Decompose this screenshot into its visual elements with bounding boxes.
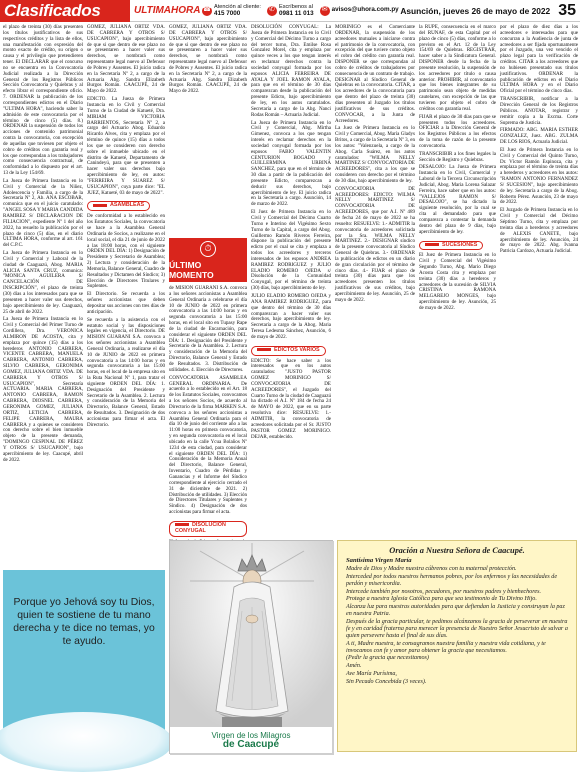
ultimo-momento-label: ÚLTIMO MOMENTO xyxy=(169,259,214,280)
notice-text: GOMEZ, JULIANA ORTIZ VDA. DE CABRERA Y OTROS S/ USUCAPION", bajo apercibimiento de que si que dentro de ese plazo no se presentaren a hacer valer sus derechos, se nombrará como representante legal nuevo al Defensor de Pobres y Ausentes. El juicio radica en la Secretaría Nº 2, a cargo de la Actuaria Abg. Sandra Elizabeth Burgos Román. CAACUPÉ, 24 de Mayo de 2022. xyxy=(169,24,247,95)
contact-phone-value: 415 7000 xyxy=(214,9,241,17)
notice-text: CONVOCATORIA DE ACREEDORES: EDICTO: WILMA NELLY MARTINEZ S/ CONVOCATORIA DE ACREEDORES, que por A.I. Nº 489 de fecha 24 de mayo de 2022 se ha resuelto: RESUELVE: 1.- ADMITIR la convocatoria de acreedores solicitada por la Sra. WILMA NELLY MARTINEZ. 2.- DESIGNAR síndico de la presente convocatoria al Síndico General de Quiebras. 3.- ORDENAR la publicación de edictos en un diario de gran circulación por el término de cinco días. 4.- FIJAR el plazo de treinta (30) días para que los acreedores presenten los títulos justificativos de sus créditos, bajo apercibimiento de ley. Asunción, 25 de mayo de 2022. xyxy=(335,185,415,303)
notice-column-4 xyxy=(251,25,331,555)
section-tag-asambleas xyxy=(87,201,150,211)
contact-phone-label: Atención al cliente: xyxy=(214,4,261,11)
page-header xyxy=(0,0,580,22)
section-tag-sucesiones xyxy=(419,241,483,251)
section-title: Clasificados xyxy=(4,0,101,20)
prayer-line: Después de la gracia particular, te pedimos alcánzanos la gracia de perseverar en nuestra fe y en caridad fraterna para merecer la presencia de Nuestro Señor Jesucristo de salvar a quien persevere hasta el final de sus días. xyxy=(346,618,568,639)
whatsapp-icon: ✆ xyxy=(267,6,277,16)
notice-text: La Jueza de Primera Instancia en lo Civil y Comercial de la Niñez, Adolescencia y Familia, a cargo de la Secretaría Nº 2, Ab. ANA ESCOBAR, comunica que en el juicio caratulado: "ANGEL SOSA Y MARIA CANDIDA RAMIREZ S/ DECLARACION DE FILIACION", expediente Nº 1 del año 2022, ha resuelto la publicación por el plazo de cinco (5) días, en el diario ULTIMA HORA, conforme al art. 161 del C.P.C. xyxy=(3,177,83,249)
statue-caption-line2: de Caacupé xyxy=(222,739,280,750)
statue-caption-line1: Virgen de los Milagros xyxy=(211,731,291,740)
ultimo-momento-box xyxy=(169,238,247,282)
scripture-ad xyxy=(3,570,165,752)
notice-column-1 xyxy=(3,25,83,565)
notice-text: FIJAR el plazo de 30 días para que se presenten todos los acreedores. OFICIAR a la Dirección General de los Registros Públicos a los efectos de la toma de razón de la presente convocatoria. xyxy=(419,113,496,149)
notice-text: El Juez de Primera Instancia en lo Civil y Comercial del Vigésimo Segundo Turno, Abg. Mario Diego Acosta Costa cita y emplaza por treinta (30) días a herederos y acreedores de la sucesión de SILVIA CRISTINA RAMONA MELGAREJO MONGES, bajo apercibimiento de ley. Asunción, 25 de mayo de 2022. xyxy=(419,252,496,311)
notice-text: TRANSCRIBIR, notificar a la Dirección General de los Registros Públicos. ANOTAR, registrar y remitir copia a la Excma. Corte Suprema de Justicia. xyxy=(500,96,578,126)
tag-label: DISOLUCIÓN CONYUGAL xyxy=(175,521,226,534)
phone-icon: ☎ xyxy=(202,6,212,16)
newspaper-logo: ULTIMAHORA xyxy=(134,5,201,16)
notice-text: FIRMADO: ABG. MARIA ESTHER GONZALEZ, Juez. ABG. ZULMA DE LOS RIOS, Actuaria Judicial. xyxy=(500,127,578,146)
tag-bar xyxy=(425,243,439,246)
tag-bar xyxy=(93,204,107,207)
notice-text: por el plazo de diez días a los acreedores e interesados para que concurran a la Audiencia de junta de acreedores a ser fijada oportunamente por el Juzgado, una vez vencido el plazo legal para la verificación de créditos. CITAR a los acreedores que no hubiesen presentado sus títulos justificativos. ORDENAR la publicación de edictos en el Diario ULTIMA HORA y en el Diario Oficial por el término de cinco días. xyxy=(500,24,578,95)
statue-caption xyxy=(170,727,332,753)
section-tag-disolucion xyxy=(169,521,247,537)
notice-column-5 xyxy=(335,25,415,555)
tag-label: SUCESIONES xyxy=(442,241,478,248)
tag-label: EDICTOS VARIOS xyxy=(274,346,320,353)
virgin-statue-image xyxy=(169,540,333,754)
section-banner xyxy=(0,0,130,22)
notice-text: Se recuerda a la asistencia con el estatuto social y las disposiciones legales en vigencia, el Directorio. DE MISION GUARANI S.A. convoca a los señores accionistas a Asamblea General Ordinaria, a realizarse el día 10 de JUNIO de 2022 en primera convocatoria a las 14:00 horas y en segunda convocatoria a las 15:00 horas, en el local de la empresa sito en la Ruta Nacional Nº 1, para tratar el siguiente ORDEN DEL DÍA: 1. Designación del Presidente y Secretario de la Asamblea. 2. Lectura y consideración de la Memoria del Directorio, Balance General, Estado de Resultados. 3. Designación de dos accionistas para firmar el acta. El Directorio. xyxy=(87,316,165,428)
notice-text: El Juzgado de Primera Instancia en lo Civil y Comercial del Décimo Séptimo Turno, cita y emplaza por treinta días a herederos y acreedores de ALEXIS CANETE, bajo apercibimiento de ley. Asunción, 24 de mayo de 2022. Abg. Ivanna Patricia Cardozo, Actuaria Judicial. xyxy=(500,207,578,255)
contact-whatsapp xyxy=(267,4,314,16)
prayer-line: Protege a nuestra Iglesia Católica para que sea testimonio de Tu Divino Hijo. xyxy=(346,596,537,603)
notice-text: DISOLUCIÓN CONYUGAL: La Jueza de Primera Instancia en lo Civil y Comercial del Décimo Turno a cargo del tercer turno, Dra. Emilse Rosa Gonzalez Morel, cita y emplaza por quince veces a los que tengan interés en reclamar derechos contra la sociedad conyugal formada por los esposos ALICIA FERREIRA DE AYALA Y JOEL RAMON AYALA, para que en el término de 30 días comparezcan desde la publicación del presente Edicto, bajo apercibimiento de ley, en los autos caratulados. Secretaría a cargo de la Abg. Nanci Rodas Román – Actuaria Judicial. xyxy=(251,24,331,118)
prayer-line: A ti, Madre nuestra, te consagramos nuestra familia y nuestra vida cotidiana, y te invocamos con fe y amor para obtener la gracia que necesitamos. xyxy=(346,640,546,654)
notice-column-3-lower xyxy=(169,286,247,536)
notice-text: MORINIGO es el Comerciante ORDENAR, la suspensión de los acreedores mutuales a iniciarse contra el patrimonio de la convocatoria, con excepción del que tuviere como objeto el cobro del crédito con garantía real. DISPONER se que correspondan al cobro de créditos de trabajadores por consecuencia de un contrato de trabajo. DESIGNAR al Síndico General de Quiebras en la convocatoria. CITAR, a los acreedores de la convocatoria para que dentro del plazo de treinta (30) días presenten al Juzgado los títulos justificativos de sus créditos. CONVOCAR, a la Junta de Acreedores. xyxy=(335,24,415,124)
section-tag-edictos xyxy=(251,346,326,356)
tag-bar xyxy=(257,348,271,351)
prayer-line: Alcanza luz para nuestras autoridades para que defiendan la Justicia y construyan la paz en nuestra Patria. xyxy=(346,604,565,618)
prayer-line: Intercede también por nosotros, pecadores, por nuestros padres y bienhechores. xyxy=(346,588,541,595)
notice-column-2 xyxy=(87,25,165,565)
notice-column-3 xyxy=(169,25,247,235)
statue-illustration xyxy=(170,541,334,755)
prayer-line: Sin Pecado Concebida (3 veces). xyxy=(346,678,427,685)
contact-whatsapp-label: Escríbenos al xyxy=(278,4,313,11)
issue-date: Asunción, jueves 26 de mayo de 2022 xyxy=(400,5,551,16)
notice-column-7 xyxy=(500,25,578,555)
prayer-box xyxy=(337,540,577,752)
cloud-graphic xyxy=(0,712,173,772)
notice-text: La Jueza de Primera Instancia en lo Civil y Comercial y Laboral de la ciudad de Caaguazú, Abog. MARIA ALICIA SANTA CRUZ, comunica: "MONICA AGUILERA S/ CANCELACIÓN DE INSCRIPCIÓN", el plazo de treinta (30) días a los interesados para que se presenten a hacer valer sus derechos, bajo apercibimiento de ley. Caaguazú, 25 de abril de 2022. xyxy=(3,250,83,315)
page-number: 35 xyxy=(558,1,576,19)
clock-icon: ⏱ xyxy=(200,241,216,257)
prayer-line: Ave María Purísima, xyxy=(346,670,397,677)
prayer-line: Interceded por todos nuestros hermanos pobres, por los enfermos y las necesidades de perdón y misericordia. xyxy=(346,573,558,587)
notice-text: CONVOCATORIA ASAMBLEA GENERAL ORDINARIA. De acuerdo a lo establecido en el Art. 18 de los Estatutos Sociales, convocamos a los señores Socios, de acuerdo al Directorio de la firma MARKEN S.A. convoca a los señores accionistas a Asamblea General Ordinaria para el día 10 de junio del corriente año a las 11:00 horas en primera convocatoria, y en segunda convocatoria en el local ubicado en la calle Ycua Bolaños Nº 1234 de esta ciudad, para considerar el siguiente ORDEN DEL DÍA: 1) Consideración de la Memoria Anual del Directorio, Balance General, Inventario, Cuadro de Pérdidas y Ganancias y el Informe del Síndico correspondiente al ejercicio cerrado el 31 de diciembre de 2021. 2) Distribución de utilidades. 3) Elección de Directores Titulares y Suplentes y Síndico. 4) Designación de dos accionistas para firmar el acta. xyxy=(169,374,247,516)
mail-icon: ✉ xyxy=(320,6,330,16)
notice-text: JULIO ELADIO ROMERO OJEDA y ANA RAMIREZ RODRIGUEZ, para que dentro del término de 30 días comparezcan a hacer valer sus derechos, bajo apercibimiento de ley. Secretaría a cargo de la Abog. Maria Teresa Ledesma Sánchez, Asunción, 6 de mayo de 2022. xyxy=(251,292,331,340)
notice-text: GOMEZ, JULIANA ORTIZ VDA. DE CABRERA Y OTROS S/ USUCAPION", bajo apercibimiento de que si que dentro de ese plazo no se presentaren a hacer valer sus derechos, se nombrará como representante legal nuevo al Defensor de Pobres y Ausentes. El juicio radica en la Secretaría Nº 2, a cargo de la Actuaria Abg. Sandra Elizabeth Burgos Román. CAACUPÉ, 24 de Mayo de 2022. xyxy=(87,24,165,95)
notice-text: El Juez de Primera Instancia en lo Civil y Comercial del Décimo Cuarto Turno e Interino del Vigésimo Sexto Turno de la Capital, a cargo del Abog. Guillermo Ramón Riveros Ferreira, dispone la publicación del presente edicto por el cual se cita y emplaza a todos los acreedores y terceros interesados de los esposos ANDREA RAMIREZ RODRIGUEZ y JULIO ELADIO ROMERO OJEDA s/ Disolución de la Comunidad Conyugal, por el término de treinta (30) días, bajo apercibimiento de ley. xyxy=(251,209,331,292)
prayer-line: (Pedir la gracia que necesitamos) xyxy=(346,655,429,662)
prayer-line: Madre de Dios y Madre nuestra cúbrenos con tu maternal protección. xyxy=(346,566,517,573)
notice-text: EDICTO: Se hace saber a los interesados que en los autos caratulados: "JUSTO PASTOR GOMEZ MORINIGO S/ CONVOCATORIA DE ACREEDORES", el Juzgado del Cuarto Turno de la ciudad de Caaguazú ha dictado el A.I. Nº 184 de fecha 24 de MAYO de 2022, que en su parte resolutiva dice: RESUELVE: 1.- ADMITIR, la convocatoria de acreedores solicitada por el Sr. JUSTO PASTOR GOMEZ MORINIGO. DEJAR, establecido. xyxy=(251,357,331,440)
notice-text: La Jueza de Primera Instancia en lo Civil y Comercial, Abg. Mirtha Gimenez, convoca a los que tengan interés en reclamar derechos en la sociedad conyugal formada por los esposos FABIO VALENTIN CENTURION BOGADO y GUILLERMINA URBINA SANCHEZ, para que en el término de 30 días a partir de la publicación del presente Edicto, comparezcan a deducir sus derechos, bajo apercibimiento de ley. El juicio radica en la Secretaría a cargo. Asunción, 14 de marzo de 2022. xyxy=(251,119,331,208)
notice-text: El Directorio. Se recuerda a los señores accionistas que deben depositar sus acciones con tres días de anticipación. xyxy=(87,291,165,315)
tag-label: ASAMBLEAS xyxy=(110,202,145,209)
notice-text: De conformidad a lo establecido en los Estatutos Sociales, la convocatoria se hace a la Asamblea General Ordinaria de Socios, a realizarse en el local social, el día 21 de junio de 2022 a las 18:00 horas, con el siguiente ORDEN DEL DÍA: 1) Designación de Presidente y Secretario de Asamblea; 2) Lectura y consideración de la Memoria, Balance General, Cuadro de Resultados y Dictamen del Síndico; 3) Elección de Directores Titulares y Suplentes. xyxy=(87,213,165,290)
notice-text: TRANSCRIBIR a los fines legales la Sección de Registro y Quiebras. xyxy=(419,150,496,163)
notice-text: El Juez de Primera Instancia en lo Civil y Comercial del Quinto Turno, Dr. Víctor Ramón Espinoza, cita y emplaza por el término de treinta días a herederos y acreedores en los autos: "RAMON ANTONIO FERNANDEZ S/ SUCESION", bajo apercibimiento de ley. Secretaría a cargo de la Abog. Roberto Pérez. Asunción, 23 de mayo de 2022. xyxy=(500,146,578,206)
notice-column-6 xyxy=(419,25,496,555)
notice-text: EDICTO. La Jueza de Primera Instancia en lo Civil y Comercial Turno de la Ciudad de Katueté, Dra. MIRIAM VICTORIA BARRIENTOS, Secretaría Nº 2, a cargo del Actuario Abog. Eduardo Ricardo Alves, cita y emplaza por el término de quince (15) días a todos los que se consideren con derecho sobre el inmueble ubicado en el distrito de Katueté, Departamento de Canindeyú, para que se presenten a hacer valer sus derechos bajo apercibimiento de ley, en autos: "FERREIRA Y SUAREZ S/ USUCAPION", cuya parte dice: "EL JUEZ, Katueté, 03 de mayo de 2022". xyxy=(87,96,165,196)
notice-text: La Jueza de Primera Instancia en lo Civil y Comercial del Primer Turno de Cordillera, Dra. VERONICA ALMIRON DE ACOSTA, cita y emplaza por quince (15) días a los herederos ANTONIO CABRERA, VICENTE CABRERA, MANUELA CABRERA, ANTONIO CABRERA, SILVIO CABRERA, GERONIMA GOMEZ, JULIANA ORTIZ VDA. DE CABRERA Y OTROS S/ USUCAPION", Secretaría ACTUARIA. MARIA CABRERA, ANTONIO CABRERA, RAMON CABRERA, DIOSNEL CABRERA, GERONIMA GOMEZ, JULIANA ORTIZ, LETICIA CABRERA, FELIPE CABRERA, MAURA CABRERA y a quienes se consideren con derecho sobre el bien inmueble objeto de la presente demanda, "DOMINGO CESPINAL DE PÉREZ Y OTROS S/ USUCAPION", bajo apercibimiento de ley. Caacupé, abril de 2022. xyxy=(3,316,83,463)
prayer-subtitle: Santísima Virgen María xyxy=(346,557,412,565)
notice-text: el plazo de treinta (30) días presenten los títulos justificativos de sus respectivos créditos y la lista de ellos, una manifestación con expresión del monto exacto de crédito, su origen o causa y el privilegio que pretendieren tener. El DECLARAR que el concurso no se encuentra en la Convocatoria Judicial realizada a la Dirección General de los Registros Públicos Sección Convocatoria y Quiebras y al efecto librar el correspondiente oficio. 7. ORDENAR la publicación de los correspondientes edictos en el Diario "ULTIMA HORA", haciendo saber la admisión de este convocatoria por el término de cinco (5) días. 8.) ORDENAR la suspensión de todos los acciones de contenido patrimonial contra la convocatoria, con excepción de aquellas que tuviesen por objeto el cobro de créditos con garantía real y los que correspondan a los trabajadores como consecuencia contractual, de conformidad a lo dispuesto por el art. 13 de la Ley 154/69. xyxy=(3,24,83,177)
scripture-ad-text: Porque yo Jehová soy tu Dios, quien te sostiene de tu mano derecha y te dice no temas, yo te ayudo. xyxy=(13,597,155,647)
contact-email-value[interactable]: avisos@uhora.com.py xyxy=(331,6,399,14)
notice-text: DESALOJO: La Jueza de Primera Instancia en lo Civil, Comercial y Laboral de la Tercera Circunscripción Judicial, Abog. Maria Lorena Salazar Ferreira, hace saber que en los autos: "VALLEJOS RAMON S/ DESALOJO", se ha dictado la siguiente resolución, por la cual se cita al demandado para que comparezca a contestar la demanda dentro del plazo de 9 días, bajo apercibimiento de ley. xyxy=(419,164,496,235)
notice-text: La Juez de Primera Instancia en lo Civil y Comercial, Abog. María Gladys Britos, a cargo de la Secretaría Nº 3, en los autos: "Valenzuela, a cargo de la Abog. Carla Suárez, en los autos caratulados: "WILMA NELLY MARTINEZ S/ CONVOCATORIA DE ACREEDORES", cita a los que se consideren con derecho por el término de 30 días, bajo apercibimiento de ley. xyxy=(335,125,415,184)
contact-whatsapp-value: 0981 11 013 xyxy=(278,9,314,17)
prayer-title: Oración a Nuestra Señora de Caacupé. xyxy=(389,546,525,555)
notice-text: de MISION GUARANI S.A. convoca a los señores accionistas a Asamblea General Ordinaria a celebrarse el día 10 de JUNIO de 2022 en primera convocatoria a las 14:00 horas y en segunda convocatoria a las 15:00 horas, en el local sito en Tupasy Rape de la ciudad de Encarnación, para considerar el siguiente ORDEN DEL DÍA: 1. Designación del Presidente y Secretario de la Asamblea. 2. Lectura y consideración de la Memoria del Directorio, Balance General y Estado de Resultados. 3. Distribución de utilidades. 4. Elección de Directores. xyxy=(169,285,247,373)
contact-phone xyxy=(202,4,261,16)
prayer-line: Amén. xyxy=(346,663,362,670)
tag-bar xyxy=(175,523,189,526)
contact-email[interactable] xyxy=(320,6,399,16)
notice-text: la RUPE, consecuencia en el marco del RUNAF, de esta Capital por el plazo de cinco (5) días, conforme a lo previsto en el Art. 12 de la Ley 154/69 de Quiebras. REGISTRAR, hacer saber a la Sindicatura General. DISPONER desde la fecha de la presente resolución, la suspensión de los acreedores por título o causa anterior. PROHIBIR, al convocatario que los bienes integrantes de su patrimonio sean objeto de medidas cautelares, con excepción de las que tuvieren por objeto el cobro de créditos con garantía real. xyxy=(419,24,496,112)
